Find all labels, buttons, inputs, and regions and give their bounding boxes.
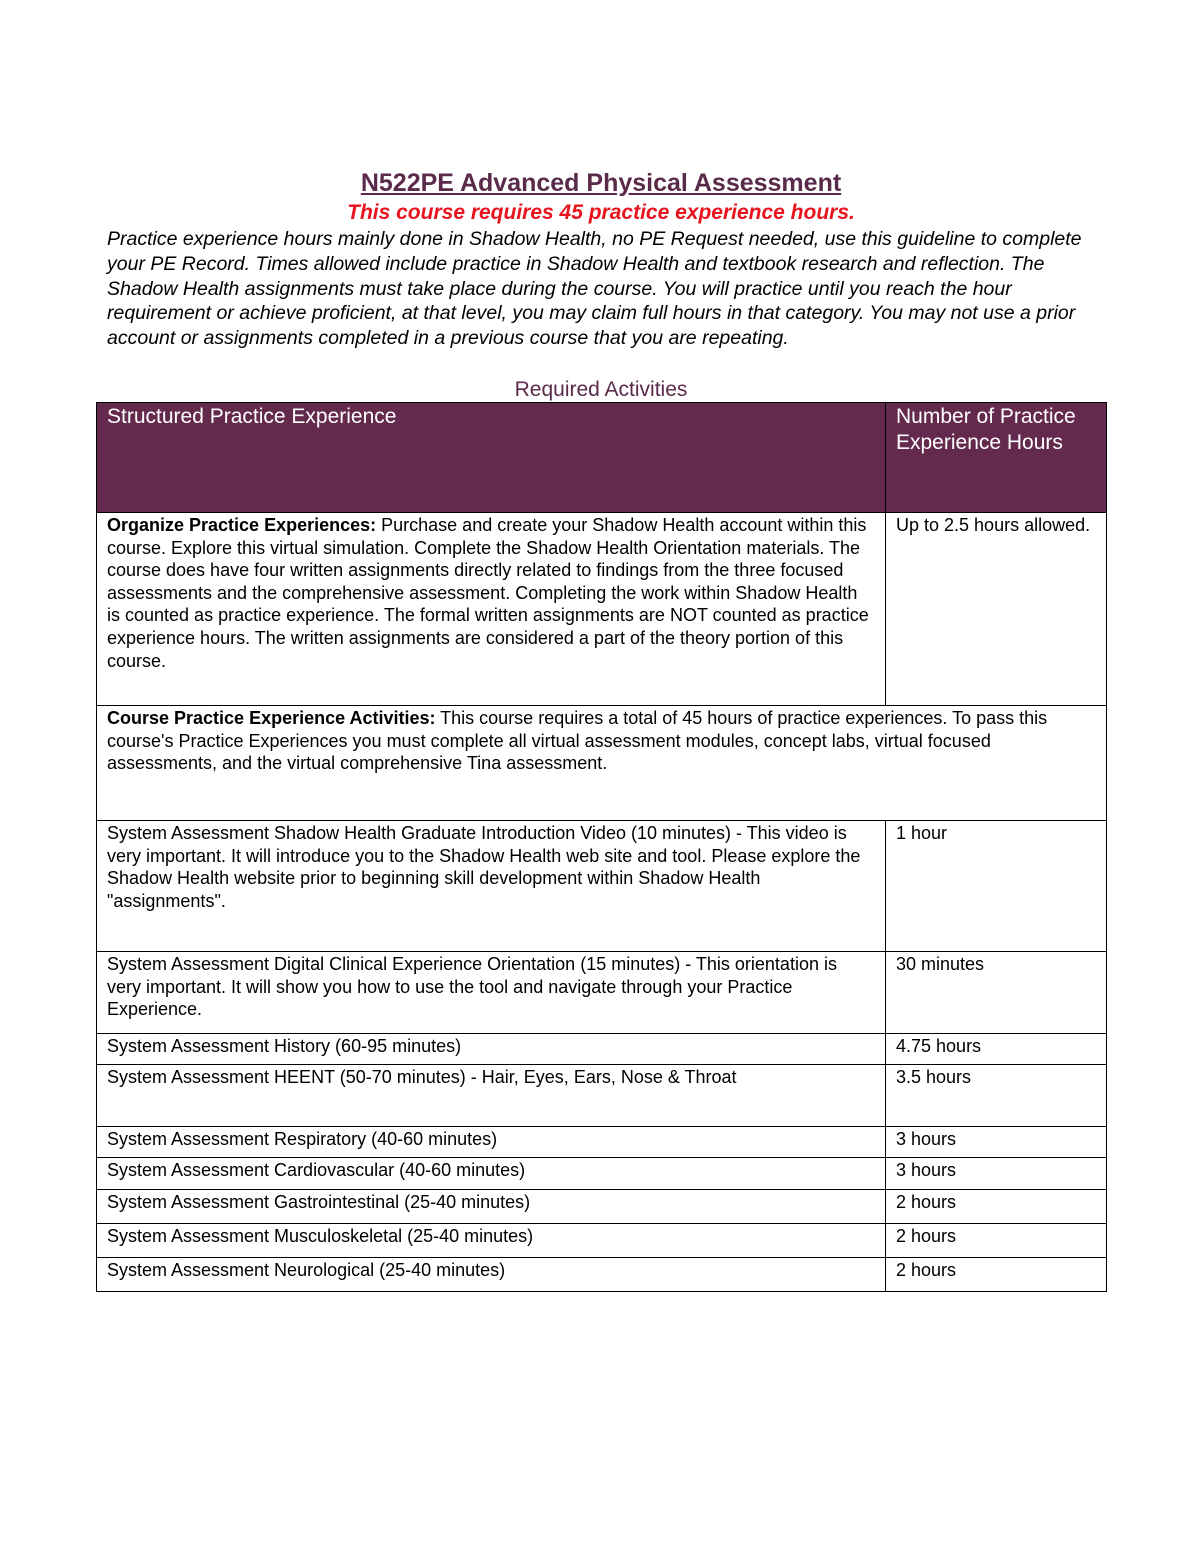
table-row — [97, 821, 1107, 952]
course-activities-text: This course requires a total of 45 hours of practice experiences. To pass this course's Practice Experiences you must complete all virtual assessment modules, concept labs, virtual focused assessments, and the virtual comprehensive Tina assessment. — [107, 708, 1048, 774]
organize-hours: Up to 2.5 hours allowed. — [886, 513, 1107, 706]
table-row-course-activities — [97, 706, 1107, 821]
table-row — [97, 1158, 1107, 1190]
hours-cell: 4.75 hours — [886, 1034, 1107, 1065]
hours-cell: 3.5 hours — [886, 1065, 1107, 1127]
activity-cell: System Assessment Shadow Health Graduate Introduction Video (10 minutes) - This video is very important. It will introduce you to the Shadow Health web site and tool. Please explore the Shadow Health website prior to beginning skill development within Shadow Health "assignments". — [97, 821, 886, 952]
activity-cell: System Assessment Cardiovascular (40-60 minutes) — [97, 1158, 886, 1190]
table-row-organize — [97, 513, 1107, 706]
hours-cell: 2 hours — [886, 1190, 1107, 1224]
hours-cell: 2 hours — [886, 1224, 1107, 1258]
organize-text: Purchase and create your Shadow Health account within this course. Explore this virtual simulation. Complete the Shadow Health Orientation materials. The course does have four written assignments directly related to findings from the three focused assessments and the comprehensive assessment. Completing the work within Shadow Health is counted as practice experience. The formal written assignments are NOT counted as practice experience hours. The written assignments are considered a part of the theory portion of this course. — [107, 515, 869, 671]
hours-cell: 3 hours — [886, 1127, 1107, 1158]
activity-cell: System Assessment History (60-95 minutes) — [97, 1034, 886, 1065]
hours-cell: 2 hours — [886, 1258, 1107, 1292]
header-number-of-hours: Number of Practice Experience Hours — [886, 403, 1107, 513]
header-structured-practice: Structured Practice Experience — [97, 403, 886, 513]
table-row — [97, 1065, 1107, 1127]
activity-cell: System Assessment Respiratory (40-60 minutes) — [97, 1127, 886, 1158]
hours-cell: 30 minutes — [886, 952, 1107, 1034]
hours-cell: 1 hour — [886, 821, 1107, 952]
activity-cell: System Assessment Gastrointestinal (25-40 minutes) — [97, 1190, 886, 1224]
organize-cell — [97, 513, 886, 706]
organize-lead: Organize Practice Experiences: — [107, 515, 377, 535]
table-row — [97, 1034, 1107, 1065]
hours-requirement: This course requires 45 practice experience hours. — [347, 201, 855, 224]
activity-cell: System Assessment Digital Clinical Experience Orientation (15 minutes) - This orientation is very important. It will show you how to use the tool and navigate through your Practice Experience. — [97, 952, 886, 1034]
section-heading: Required Activities — [514, 378, 688, 401]
practice-experience-table — [96, 402, 1107, 1292]
activity-cell: System Assessment Musculoskeletal (25-40 minutes) — [97, 1224, 886, 1258]
table-row — [97, 1127, 1107, 1158]
course-activities-cell — [97, 706, 1107, 821]
course-activities-lead: Course Practice Experience Activities: — [107, 708, 436, 728]
table-header-row — [97, 403, 1107, 513]
table-row — [97, 1190, 1107, 1224]
table-row — [97, 1224, 1107, 1258]
hours-cell: 3 hours — [886, 1158, 1107, 1190]
table-row — [97, 952, 1107, 1034]
table-row — [97, 1258, 1107, 1292]
intro-paragraph: Practice experience hours mainly done in Shadow Health, no PE Request needed, use this guideline to complete your PE Record. Times allowed include practice in Shadow Health and textbook research and reflection. The Shadow Health assignments must take place during the course. You will practice until you reach the hour requirement or achieve proficient, at that level, you may claim full hours in that category. You may not use a prior account or assignments completed in a previous course that you are repeating. — [107, 228, 1082, 350]
activity-cell: System Assessment Neurological (25-40 minutes) — [97, 1258, 886, 1292]
document-title: N522PE Advanced Physical Assessment — [360, 169, 842, 197]
activity-cell: System Assessment HEENT (50-70 minutes) - Hair, Eyes, Ears, Nose & Throat — [97, 1065, 886, 1127]
